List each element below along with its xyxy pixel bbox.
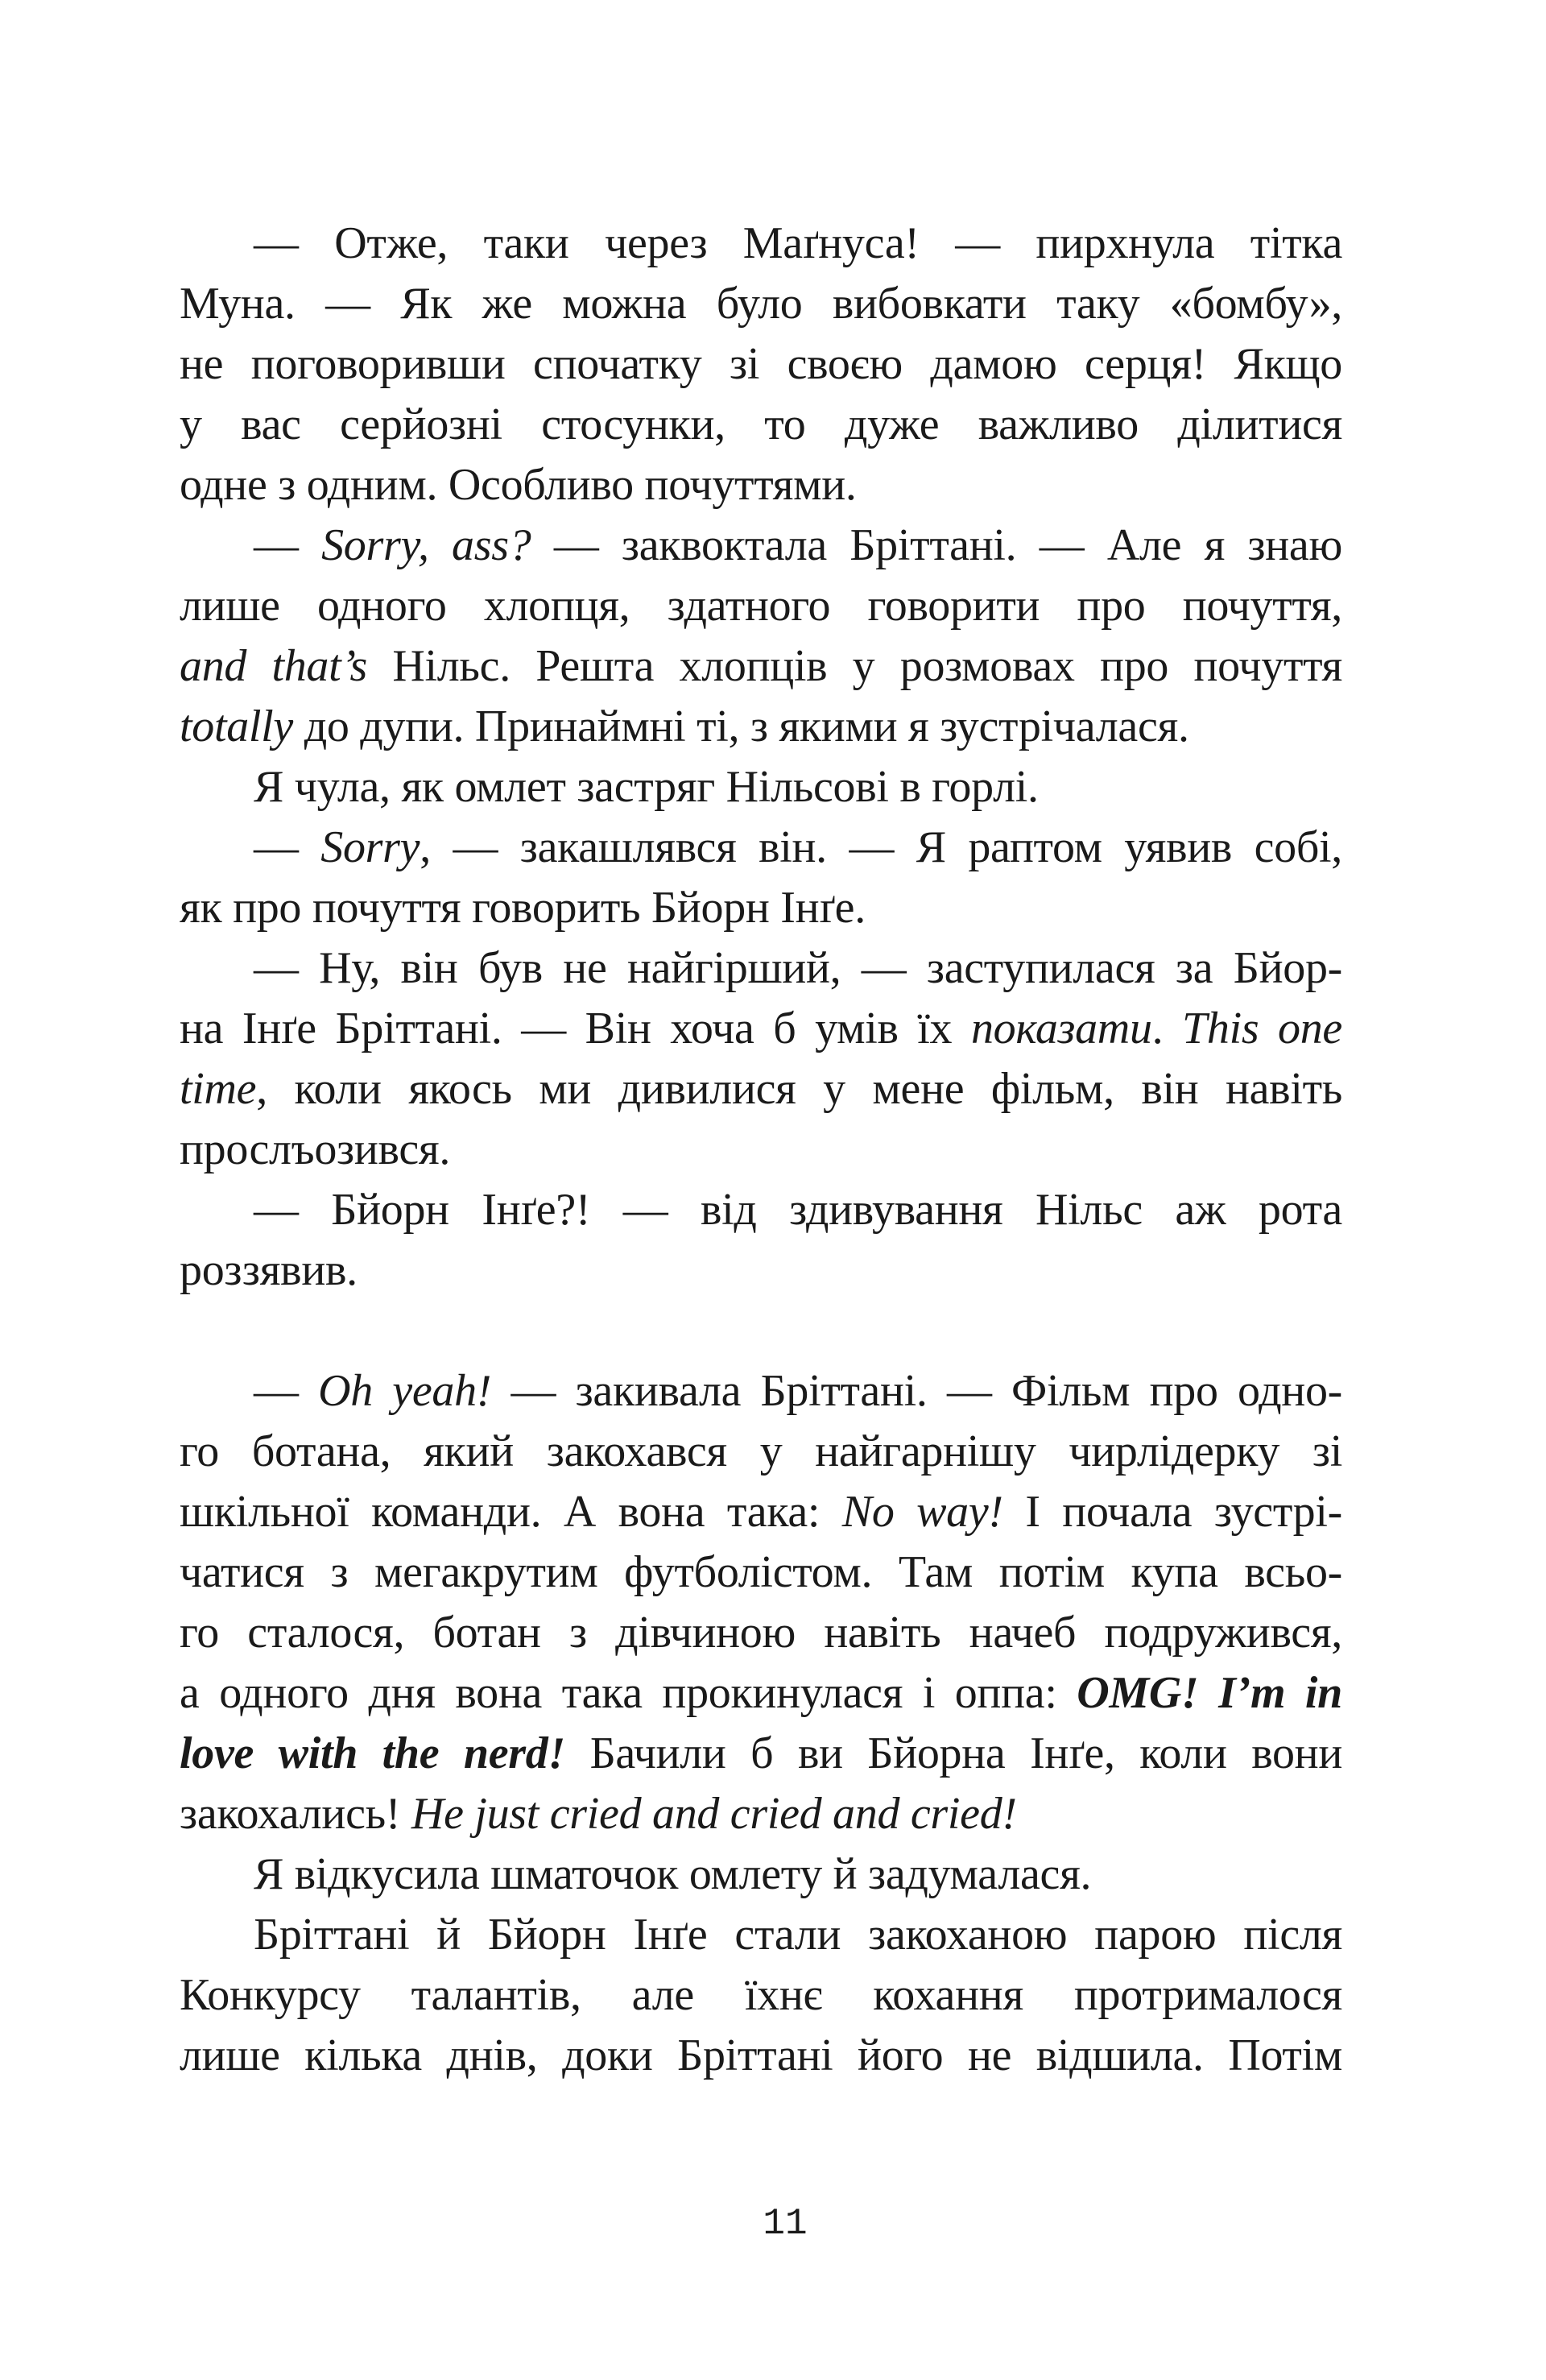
emphasis-italic-run: This one bbox=[1182, 1004, 1342, 1053]
text-run: до дупи. Принаймні ті, з якими я зустрічалася. bbox=[293, 702, 1189, 751]
emphasis-bold-italic-run: OMG! I’m in bbox=[1077, 1668, 1342, 1718]
text-line bbox=[180, 1905, 1342, 1965]
text-line bbox=[180, 1361, 1342, 1422]
text-run: закохались! bbox=[180, 1789, 411, 1839]
text-run: Нільс. Решта хлопців у розмовах про почуття bbox=[367, 641, 1343, 691]
text-line bbox=[180, 1542, 1342, 1603]
emphasis-bold-italic-run: love with the nerd! bbox=[180, 1728, 565, 1778]
emphasis-italic-run: He just cried and cried and cried! bbox=[411, 1789, 1017, 1839]
text-run: Муна. — Як же можна було вибовкати таку «бомбу», bbox=[180, 279, 1342, 329]
text-line bbox=[180, 334, 1342, 395]
text-run: прослъозився. bbox=[180, 1124, 451, 1174]
text-run: , коли якось ми дивилися у мене фільм, він навіть bbox=[256, 1064, 1342, 1114]
emphasis-italic-run: totally bbox=[180, 702, 293, 751]
text-line bbox=[180, 213, 1342, 274]
text-line bbox=[180, 576, 1342, 636]
text-run: шкільної команди. А вона така: bbox=[180, 1487, 842, 1537]
text-run: лише кілька днів, доки Бріттані його не відшила. Потім bbox=[180, 2030, 1342, 2080]
text-line bbox=[180, 515, 1342, 576]
text-run: — Отже, таки через Маґнуса! — пирхнула тітка bbox=[254, 218, 1342, 268]
text-line bbox=[180, 817, 1342, 878]
text-line bbox=[180, 455, 1342, 515]
emphasis-italic-run: No way! bbox=[841, 1487, 1003, 1537]
text-line bbox=[180, 1240, 1342, 1301]
text-run: у вас серйозні стосунки, то дуже важливо ділитися bbox=[180, 399, 1342, 449]
text-line bbox=[180, 1482, 1342, 1542]
text-run: як про почуття говорить Бйорн Інґе. bbox=[180, 883, 866, 933]
text-run: — заквоктала Бріттані. — Але я знаю bbox=[531, 520, 1342, 570]
text-line bbox=[180, 1784, 1342, 1844]
text-run: чатися з мегакрутим футболістом. Там потім купа всьо- bbox=[180, 1547, 1342, 1597]
text-run: — Ну, він був не найгірший, — заступилася за Бйор- bbox=[254, 943, 1342, 993]
emphasis-italic-run: Sorry bbox=[320, 822, 420, 872]
emphasis-italic-run: time bbox=[180, 1064, 257, 1114]
text-run: роззявив. bbox=[180, 1245, 358, 1295]
text-run: го ботана, який закохався у найгарнішу чирлідерку зі bbox=[180, 1426, 1342, 1476]
text-run: Я відкусила шматочок омлету й задумалася. bbox=[254, 1849, 1092, 1899]
emphasis-italic-run: and that’s bbox=[180, 641, 368, 691]
text-line bbox=[180, 2026, 1342, 2086]
text-run: . bbox=[1151, 1004, 1183, 1053]
text-line bbox=[180, 1663, 1342, 1724]
text-run: го сталося, ботан з дівчиною навіть начеб подружився, bbox=[180, 1608, 1342, 1658]
text-run: , — закашлявся він. — Я раптом уявив собі, bbox=[420, 822, 1342, 872]
text-line bbox=[180, 1965, 1342, 2026]
text-line bbox=[180, 938, 1342, 999]
text-line bbox=[180, 1603, 1342, 1663]
text-run: Бачили б ви Бйорна Інґе, коли вони bbox=[564, 1728, 1343, 1778]
text-run: Бріттані й Бйорн Інґе стали закоханою парою після bbox=[254, 1910, 1342, 1960]
text-line bbox=[180, 697, 1342, 757]
text-run: — закивала Бріттані. — Фільм про одно- bbox=[491, 1366, 1343, 1416]
text-run: — bbox=[254, 1366, 319, 1416]
text-line bbox=[180, 757, 1342, 817]
text-run: лише одного хлопця, здатного говорити про почуття, bbox=[180, 581, 1342, 631]
emphasis-italic-run: Sorry, ass? bbox=[321, 520, 531, 570]
text-line bbox=[180, 999, 1342, 1059]
text-run: Я чула, як омлет застряг Нільсові в горлі. bbox=[254, 762, 1039, 812]
text-line bbox=[180, 1844, 1342, 1905]
text-line bbox=[180, 636, 1342, 697]
page-number: 11 bbox=[763, 2203, 808, 2245]
emphasis-italic-run: показати bbox=[970, 1004, 1152, 1053]
text-line bbox=[180, 1059, 1342, 1120]
text-run: — Бйорн Інґе?! — від здивування Нільс аж рота bbox=[254, 1185, 1342, 1235]
text-run: на Інґе Бріттані. — Він хоча б умів їх bbox=[180, 1004, 971, 1053]
text-line bbox=[180, 1724, 1342, 1784]
text-run: не поговоривши спочатку зі своєю дамою серця! Якщо bbox=[180, 339, 1342, 389]
text-run: — bbox=[254, 520, 322, 570]
text-line bbox=[180, 395, 1342, 455]
text-line bbox=[180, 1422, 1342, 1482]
text-run: І почала зустрі- bbox=[1002, 1487, 1342, 1537]
emphasis-italic-run: Oh yeah! bbox=[318, 1366, 492, 1416]
text-line bbox=[180, 274, 1342, 334]
text-line bbox=[180, 878, 1342, 938]
text-run: — bbox=[254, 822, 321, 872]
text-run: одне з одним. Особливо почуттями. bbox=[180, 460, 857, 510]
text-run: а одного дня вона така прокинулася і оппа: bbox=[180, 1668, 1077, 1718]
text-line bbox=[180, 1180, 1342, 1240]
text-line bbox=[180, 1120, 1342, 1180]
text-run: Конкурсу талантів, але їхнє кохання протрималося bbox=[180, 1970, 1342, 2020]
